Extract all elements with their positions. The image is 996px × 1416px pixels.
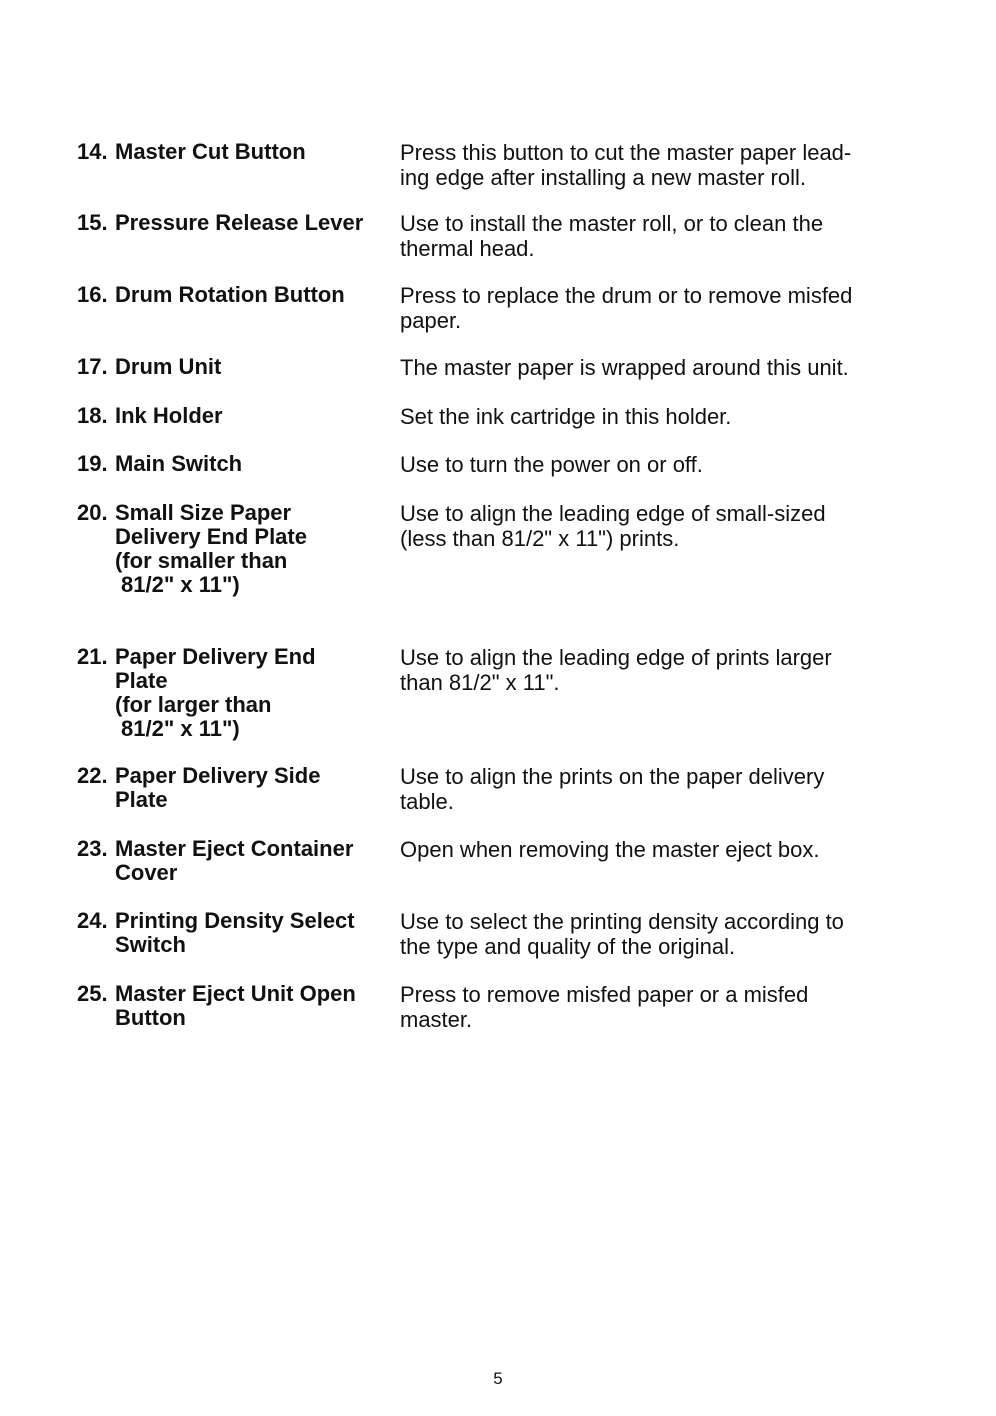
- entry-number: 21.: [77, 644, 108, 669]
- term-line: 81/2" x 11"): [121, 572, 240, 597]
- entry-term: [115, 283, 400, 307]
- entry-term: [115, 982, 400, 1030]
- term-line: Small Size Paper: [115, 500, 292, 525]
- description-line: The master paper is wrapped around this unit.: [400, 355, 849, 380]
- entry-number: 18.: [77, 403, 108, 428]
- entry-number: 22.: [77, 763, 108, 788]
- entry-description: [400, 283, 940, 333]
- entry-description: [400, 982, 940, 1032]
- term-line: Drum Rotation Button: [115, 282, 345, 307]
- description-line: master.: [400, 1007, 473, 1032]
- description-line: thermal head.: [400, 236, 535, 261]
- term-line: Master Eject Unit Open: [115, 981, 356, 1006]
- term-line: Drum Unit: [115, 354, 222, 379]
- description-line: Use to select the printing density according to: [400, 909, 844, 934]
- description-line: table.: [400, 789, 454, 814]
- term-line: Plate: [115, 668, 168, 693]
- page-number: 5: [493, 1369, 503, 1388]
- description-line: Use to align the leading edge of prints larger: [400, 645, 832, 670]
- term-line: Master Cut Button: [115, 139, 306, 164]
- description-line: than 81/2" x 11".: [400, 670, 560, 695]
- entry-number: 17.: [77, 354, 108, 379]
- entry-description: [400, 355, 940, 380]
- term-line: 81/2" x 11"): [121, 716, 240, 741]
- entry-term: [115, 140, 400, 164]
- term-line: Button: [115, 1005, 186, 1030]
- entry-term: [115, 645, 400, 741]
- term-line: Printing Density Select: [115, 908, 355, 933]
- description-line: (less than 81/2" x 11") prints.: [400, 526, 680, 551]
- term-line: Ink Holder: [115, 403, 223, 428]
- term-line: Paper Delivery End: [115, 644, 316, 669]
- entry-description: [400, 501, 940, 551]
- entry-number: 16.: [77, 282, 108, 307]
- entry-description: [400, 140, 940, 190]
- entry-description: [400, 764, 940, 814]
- entry-description: [400, 452, 940, 477]
- description-line: Set the ink cartridge in this holder.: [400, 404, 732, 429]
- entry-description: [400, 909, 940, 959]
- entry-number: 24.: [77, 908, 108, 933]
- description-line: Press to remove misfed paper or a misfed: [400, 982, 809, 1007]
- term-line: Delivery End Plate: [115, 524, 307, 549]
- term-line: Master Eject Container: [115, 836, 354, 861]
- entry-term: [115, 452, 400, 476]
- description-line: Press to replace the drum or to remove misfed: [400, 283, 853, 308]
- entry-description: [400, 404, 940, 429]
- description-line: paper.: [400, 308, 462, 333]
- term-line: Switch: [115, 932, 186, 957]
- entry-number: 15.: [77, 210, 108, 235]
- description-line: Use to turn the power on or off.: [400, 452, 703, 477]
- term-line: Paper Delivery Side: [115, 763, 321, 788]
- entry-number: 14.: [77, 139, 108, 164]
- term-line: Plate: [115, 787, 168, 812]
- entry-term: [115, 211, 400, 235]
- description-line: Press this button to cut the master paper lead-: [400, 140, 852, 165]
- entry-number: 25.: [77, 981, 108, 1006]
- term-line: Cover: [115, 860, 178, 885]
- entry-description: [400, 837, 940, 862]
- term-line: (for larger than: [115, 692, 272, 717]
- description-line: ing edge after installing a new master roll.: [400, 165, 806, 190]
- entry-number: 20.: [77, 500, 108, 525]
- entry-number: 19.: [77, 451, 108, 476]
- entry-term: [115, 764, 400, 812]
- entry-term: [115, 404, 400, 428]
- entry-description: [400, 211, 940, 261]
- description-line: Use to align the leading edge of small-sized: [400, 501, 826, 526]
- entry-description: [400, 645, 940, 695]
- description-line: Use to align the prints on the paper delivery: [400, 764, 825, 789]
- description-line: the type and quality of the original.: [400, 934, 736, 959]
- entry-term: [115, 837, 400, 885]
- entry-number: 23.: [77, 836, 108, 861]
- term-line: Main Switch: [115, 451, 243, 476]
- entry-term: [115, 355, 400, 379]
- term-line: (for smaller than: [115, 548, 288, 573]
- description-line: Open when removing the master eject box.: [400, 837, 820, 862]
- term-line: Pressure Release Lever: [115, 210, 364, 235]
- description-line: Use to install the master roll, or to clean the: [400, 211, 824, 236]
- entry-term: [115, 909, 400, 957]
- entry-term: [115, 501, 400, 597]
